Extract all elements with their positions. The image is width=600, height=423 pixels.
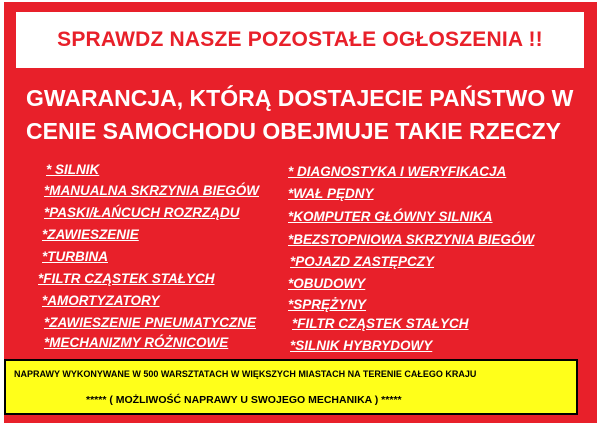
list-item: *MANUALNA SKRZYNIA BIEGÓW bbox=[44, 183, 259, 198]
banner-text: SPRAWDZ NASZE POZOSTAŁE OGŁOSZENIA !! bbox=[57, 28, 543, 51]
list-item: *BEZSTOPNIOWA SKRZYNIA BIEGÓW bbox=[288, 232, 535, 247]
list-item: *SPRĘŻYNY bbox=[288, 297, 367, 312]
list-item: * SILNIK bbox=[46, 162, 100, 177]
list-item: *MECHANIZMY RÓŻNICOWE bbox=[44, 335, 229, 350]
list-item: *WAŁ PĘDNY bbox=[288, 186, 374, 201]
list-item: *AMORTYZATORY bbox=[42, 293, 160, 308]
list-item: *OBUDOWY bbox=[288, 276, 366, 291]
list-item: *ZAWIESZENIE PNEUMATYCZNE bbox=[44, 315, 257, 330]
workshops-text: NAPRAWY WYKONYWANE W 500 WARSZTATACH W WIĘKSZYCH MIASTACH NA TERENIE CAŁEGO KRAJU bbox=[14, 369, 477, 379]
list-item: *SILNIK HYBRYDOWY bbox=[290, 338, 433, 353]
list-item: * DIAGNOSTYKA I WERYFIKACJA bbox=[288, 164, 507, 179]
top-banner bbox=[16, 12, 584, 68]
list-item: *POJAZD ZASTĘPCZY bbox=[290, 254, 435, 269]
own-mechanic-text: ***** ( MOŻLIWOŚĆ NAPRAWY U SWOJEGO MECHANIKA ) ***** bbox=[86, 394, 402, 406]
list-item: *FILTR CZĄSTEK STAŁYCH bbox=[292, 316, 469, 331]
list-item: *TURBINA bbox=[42, 249, 108, 264]
headline-line-1: GWARANCJA, KTÓRĄ DOSTAJECIE PAŃSTWO W bbox=[26, 85, 574, 111]
list-item: *PASKI/ŁAŃCUCH ROZRZĄDU bbox=[44, 205, 240, 220]
headline-line-2: CENIE SAMOCHODU OBEJMUJE TAKIE RZECZY bbox=[26, 118, 562, 144]
headline bbox=[26, 82, 586, 148]
list-item: *FILTR CZĄSTEK STAŁYCH bbox=[38, 271, 215, 286]
list-item: *ZAWIESZENIE bbox=[42, 227, 139, 242]
ad-poster bbox=[4, 2, 597, 423]
bottom-info-bar bbox=[4, 359, 578, 415]
list-item: *KOMPUTER GŁÓWNY SILNIKA bbox=[288, 209, 493, 224]
